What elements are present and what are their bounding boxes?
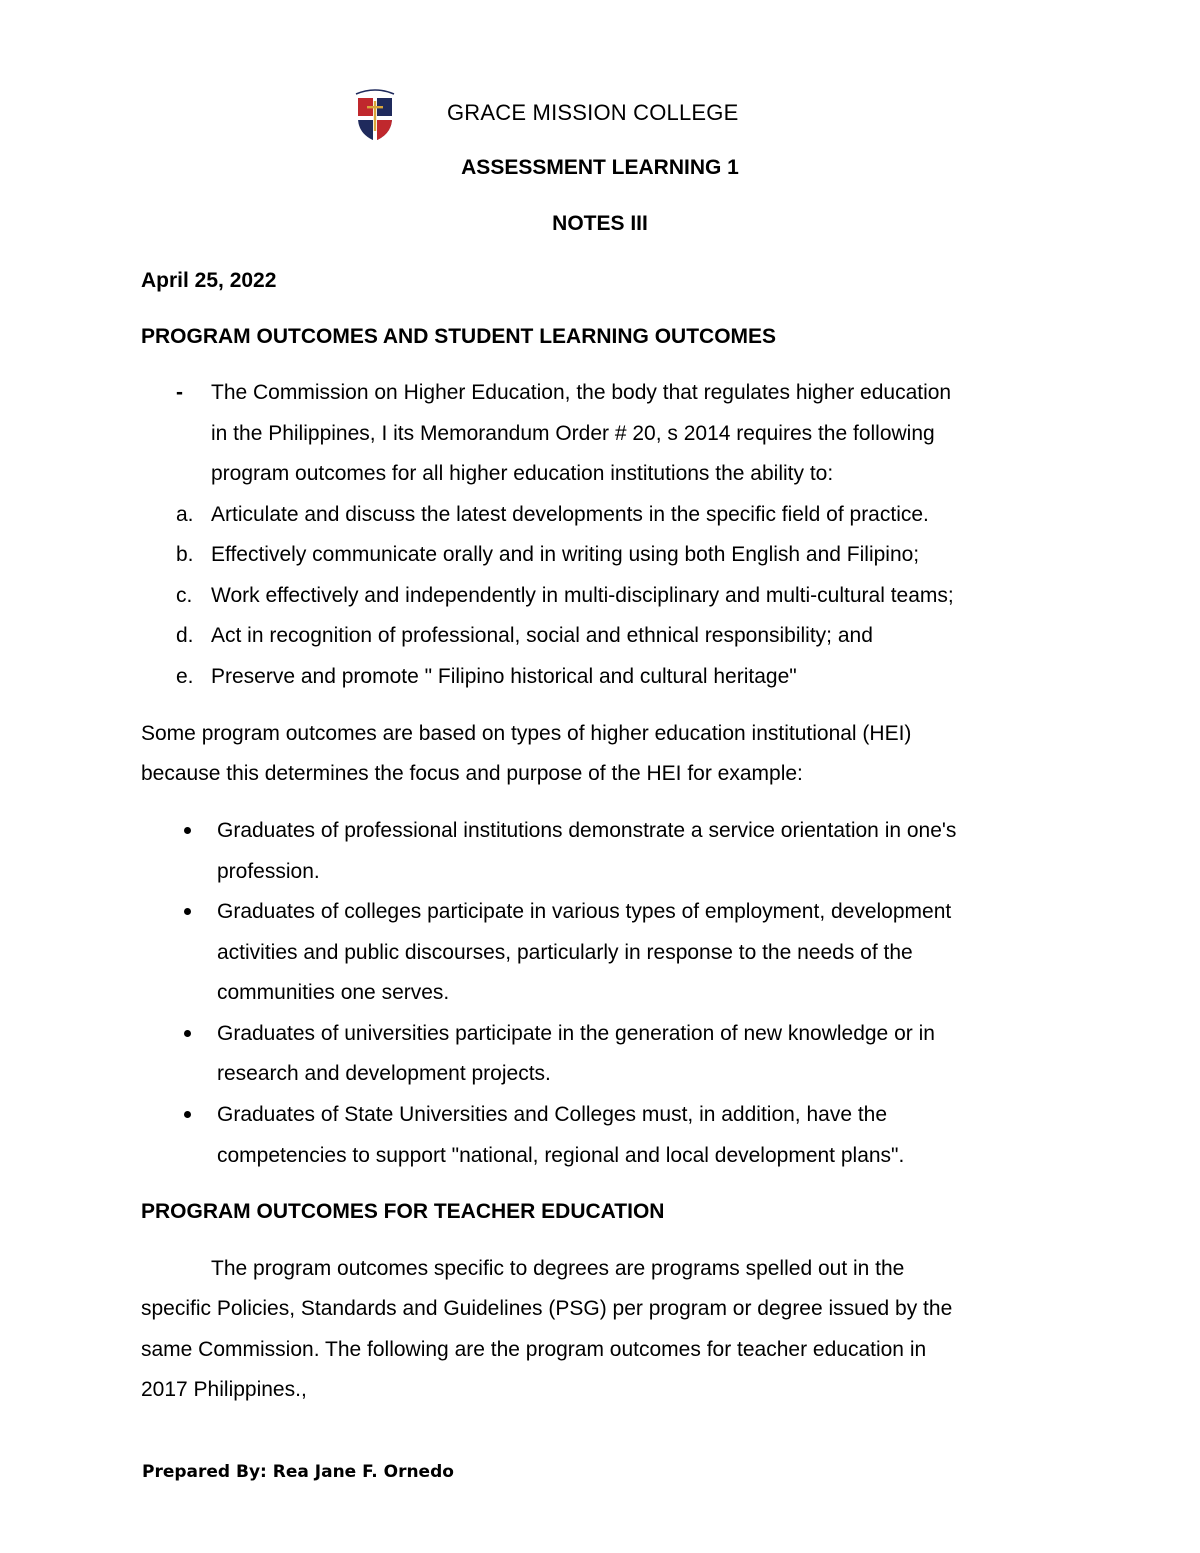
- list-item: Work effectively and independently in multi-disciplinary and multi-cultural teams;: [211, 584, 954, 607]
- paragraph-line: same Commission. The following are the program outcomes for teacher education in: [141, 1338, 927, 1361]
- bullet-text-line: research and development projects.: [217, 1062, 551, 1085]
- list-marker: e.: [176, 665, 194, 688]
- section-heading: PROGRAM OUTCOMES AND STUDENT LEARNING OUTCOMES: [141, 325, 777, 348]
- bullet-text-line: activities and public discourses, particularly in response to the needs of the: [217, 941, 913, 964]
- intro-line: The Commission on Higher Education, the body that regulates higher education: [211, 381, 952, 404]
- paragraph-line: Some program outcomes are based on types of higher education institutional (HEI): [141, 722, 912, 745]
- intro-line: in the Philippines, I its Memorandum Order # 20, s 2014 requires the following: [211, 422, 935, 445]
- document-subtitle: NOTES III: [552, 212, 648, 235]
- section-heading: PROGRAM OUTCOMES FOR TEACHER EDUCATION: [141, 1200, 665, 1223]
- list-marker: c.: [176, 584, 193, 607]
- college-shield-logo-icon: [350, 84, 400, 144]
- college-name: GRACE MISSION COLLEGE: [447, 100, 739, 125]
- bullet-text-line: Graduates of professional institutions demonstrate a service orientation in one's: [217, 819, 957, 842]
- paragraph-line: specific Policies, Standards and Guidelines (PSG) per program or degree issued by the: [141, 1297, 953, 1320]
- bullet-icon: [184, 827, 191, 834]
- prepared-by-footer: Prepared By: Rea Jane F. Ornedo: [142, 1462, 454, 1482]
- bullet-text-line: profession.: [217, 860, 320, 883]
- paragraph-line: 2017 Philippines.,: [141, 1378, 307, 1401]
- bullet-text-line: communities one serves.: [217, 981, 450, 1004]
- list-item: Act in recognition of professional, social and ethnical responsibility; and: [211, 624, 873, 647]
- bullet-text-line: Graduates of State Universities and Colleges must, in addition, have the: [217, 1103, 888, 1126]
- list-marker: d.: [176, 624, 194, 647]
- bullet-text-line: Graduates of colleges participate in various types of employment, development: [217, 900, 952, 923]
- dash-marker: -: [176, 381, 183, 404]
- list-item: Articulate and discuss the latest developments in the specific field of practice.: [211, 503, 929, 526]
- bullet-text-line: Graduates of universities participate in the generation of new knowledge or in: [217, 1022, 935, 1045]
- intro-line: program outcomes for all higher education institutions the ability to:: [211, 462, 834, 485]
- bullet-text-line: competencies to support "national, regional and local development plans".: [217, 1144, 905, 1167]
- paragraph-line: The program outcomes specific to degrees are programs spelled out in the: [211, 1257, 905, 1280]
- list-marker: b.: [176, 543, 194, 566]
- bullet-icon: [184, 908, 191, 915]
- document-date: April 25, 2022: [141, 269, 277, 292]
- list-item: Effectively communicate orally and in writing using both English and Filipino;: [211, 543, 920, 566]
- list-item: Preserve and promote " Filipino historical and cultural heritage": [211, 665, 797, 688]
- list-marker: a.: [176, 503, 194, 526]
- bullet-icon: [184, 1111, 191, 1118]
- bullet-icon: [184, 1030, 191, 1037]
- document-title: ASSESSMENT LEARNING 1: [461, 156, 739, 179]
- paragraph-line: because this determines the focus and purpose of the HEI for example:: [141, 762, 803, 785]
